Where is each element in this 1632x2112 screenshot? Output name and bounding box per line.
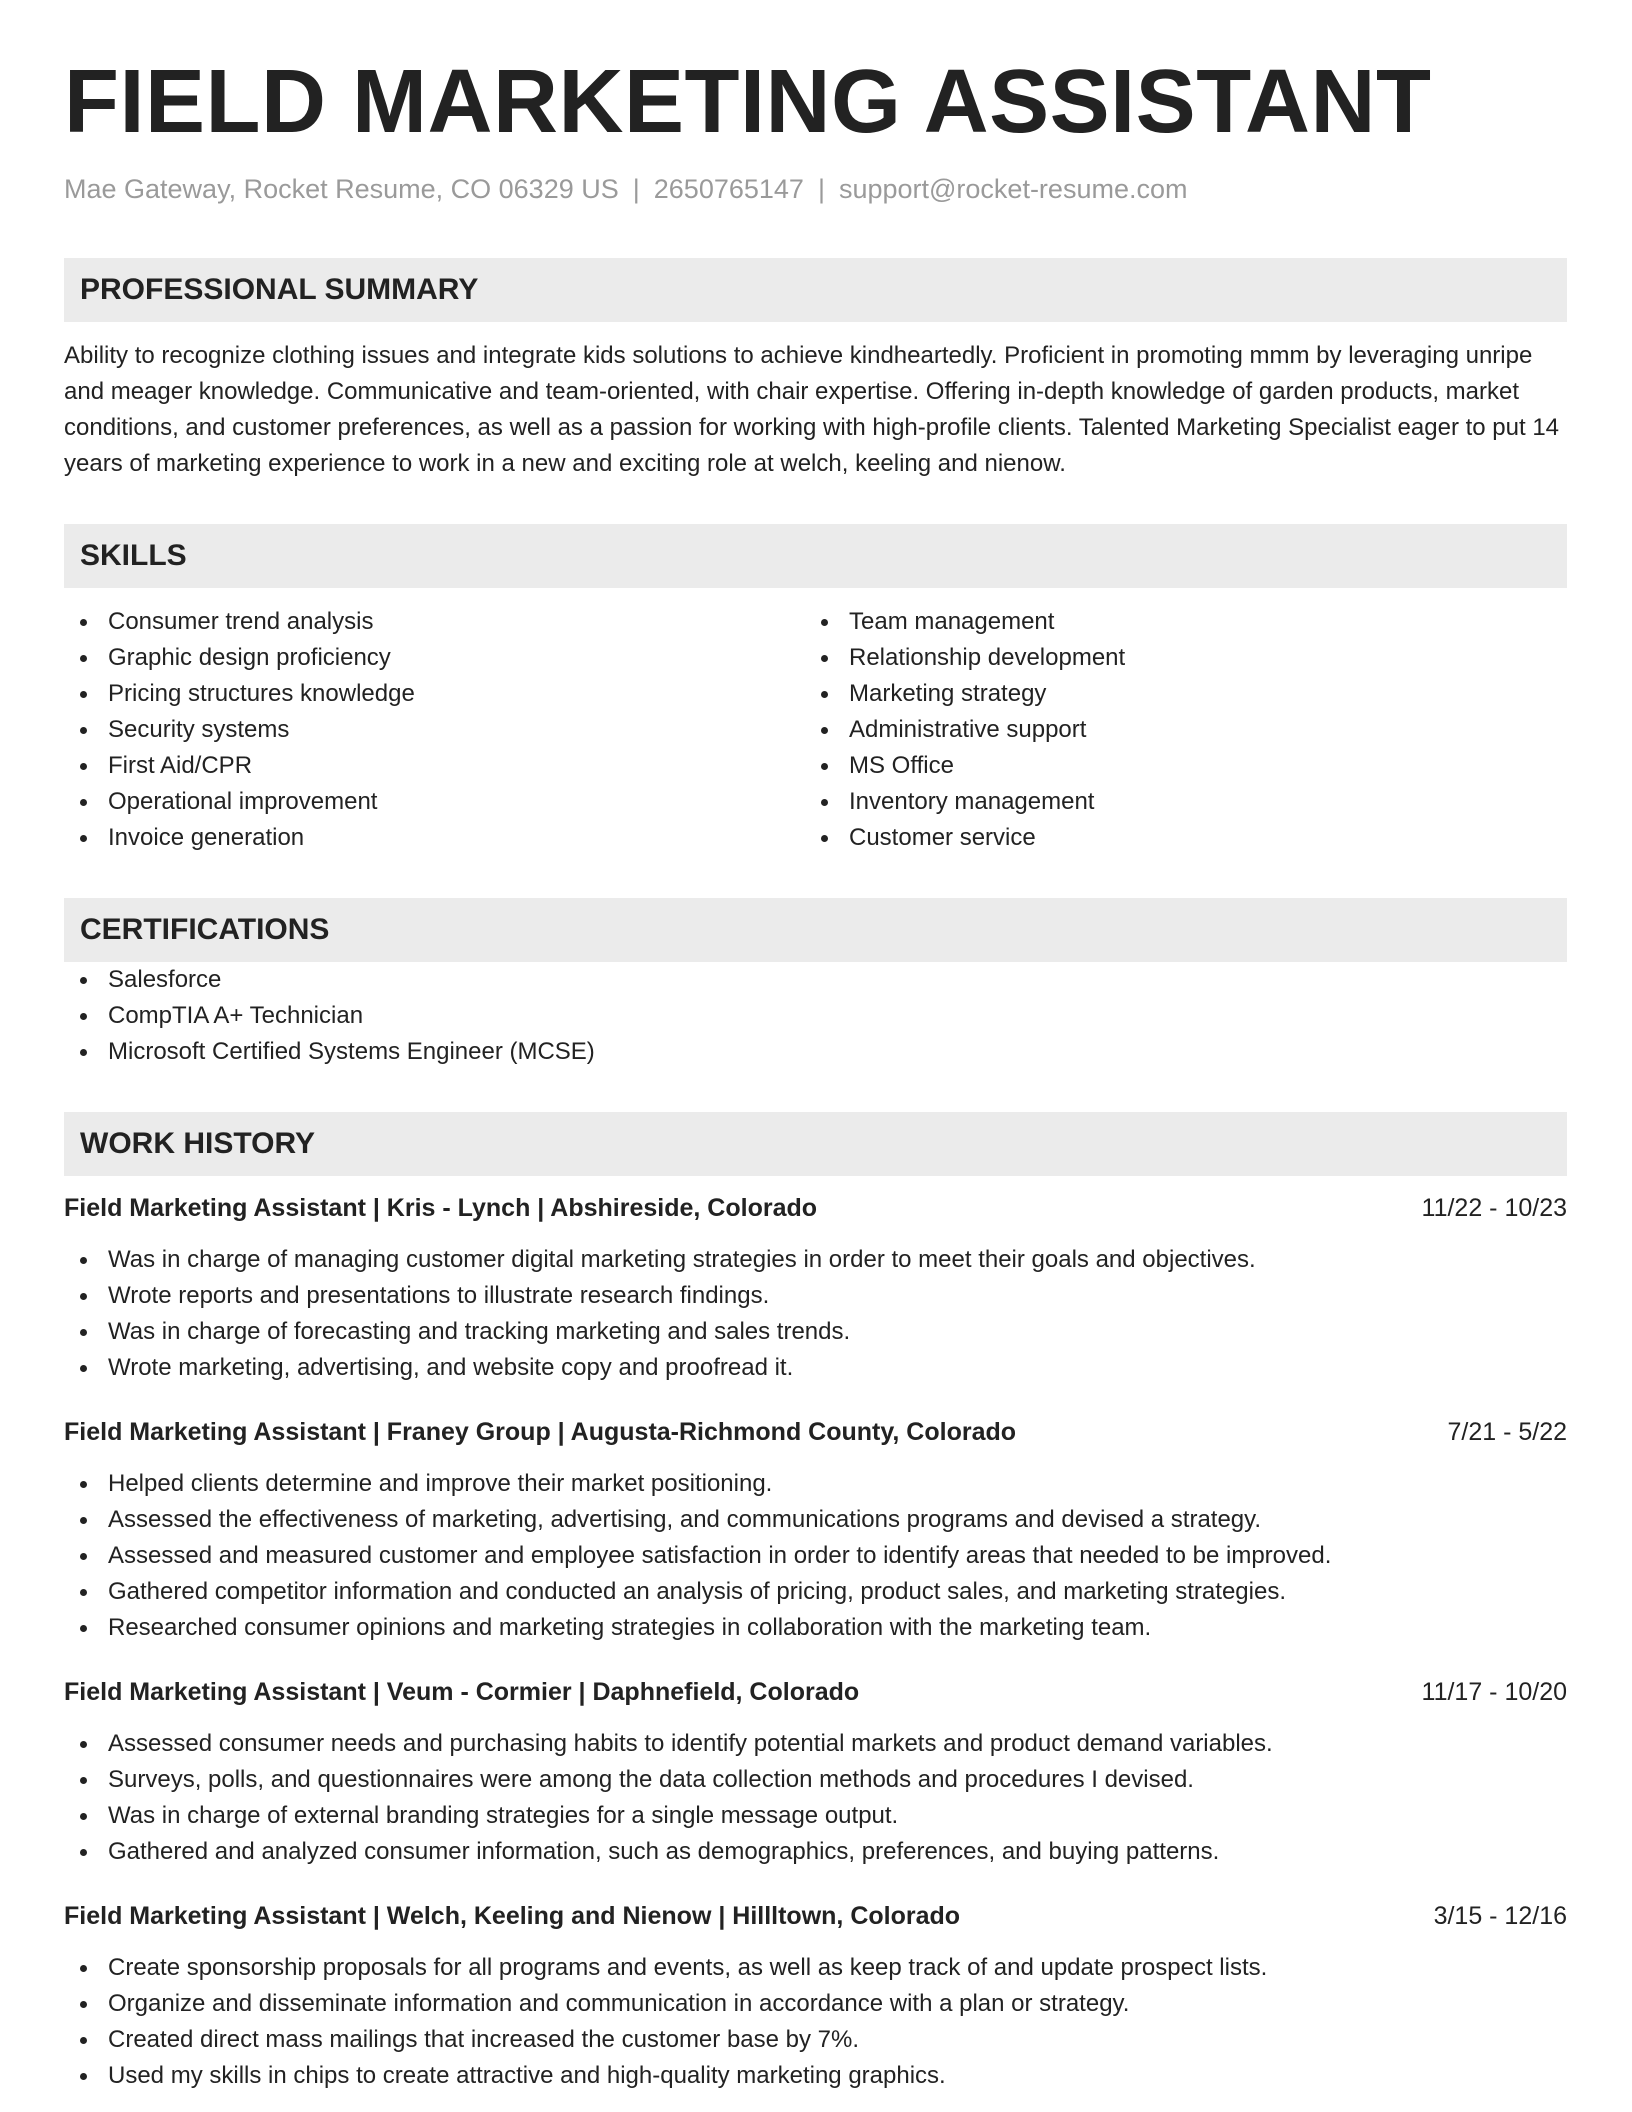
job-dates: 11/17 - 10/20	[1421, 1678, 1567, 1706]
job-bullet: Wrote marketing, advertising, and website copy and proofread it.	[64, 1350, 1567, 1386]
job-header	[64, 1898, 1567, 1934]
job-bullet: Gathered and analyzed consumer information, such as demographics, preferences, and buying patterns.	[64, 1834, 1567, 1870]
certification-item: Salesforce	[64, 962, 1567, 998]
contact-address: Mae Gateway, Rocket Resume, CO 06329 US	[64, 174, 619, 204]
job-bullet: Was in charge of forecasting and tracking marketing and sales trends.	[64, 1314, 1567, 1350]
job-entry	[64, 1190, 1567, 1386]
job-bullet: Was in charge of external branding strategies for a single message output.	[64, 1798, 1567, 1834]
skill-item: Inventory management	[805, 784, 1546, 820]
section-header-summary: PROFESSIONAL SUMMARY	[64, 258, 1567, 322]
job-header	[64, 1674, 1567, 1710]
skill-item: Pricing structures knowledge	[64, 676, 805, 712]
skill-item: First Aid/CPR	[64, 748, 805, 784]
job-bullets	[64, 1726, 1567, 1870]
job-bullet: Create sponsorship proposals for all programs and events, as well as keep track of and update prospect lists.	[64, 1950, 1567, 1986]
job-bullet: Gathered competitor information and conducted an analysis of pricing, product sales, and marketing strategies.	[64, 1574, 1567, 1610]
certification-item: Microsoft Certified Systems Engineer (MCSE)	[64, 1034, 1567, 1070]
skills-list-right	[805, 604, 1546, 856]
job-title: Field Marketing Assistant | Franey Group | Augusta-Richmond County, Colorado	[64, 1418, 1017, 1446]
skill-item: Administrative support	[805, 712, 1546, 748]
job-entry	[64, 1898, 1567, 2094]
job-bullet: Helped clients determine and improve their market positioning.	[64, 1466, 1567, 1502]
skill-item: Team management	[805, 604, 1546, 640]
contact-phone: 2650765147	[653, 174, 804, 204]
job-entry	[64, 1674, 1567, 1870]
job-bullets	[64, 1242, 1567, 1386]
skill-item: Security systems	[64, 712, 805, 748]
job-dates: 7/21 - 5/22	[1447, 1418, 1567, 1446]
job-bullets	[64, 1950, 1567, 2094]
job-bullet: Surveys, polls, and questionnaires were among the data collection methods and procedures I devised.	[64, 1762, 1567, 1798]
certifications-list	[64, 962, 1567, 1070]
job-bullet: Assessed consumer needs and purchasing habits to identify potential markets and product demand variables.	[64, 1726, 1567, 1762]
job-title: Field Marketing Assistant | Veum - Cormier | Daphnefield, Colorado	[64, 1678, 860, 1706]
skills-grid	[64, 604, 1567, 856]
section-header-work-history: WORK HISTORY	[64, 1112, 1567, 1176]
job-bullet: Used my skills in chips to create attractive and high-quality marketing graphics.	[64, 2058, 1567, 2094]
contact-email: support@rocket-resume.com	[838, 174, 1188, 204]
job-header	[64, 1414, 1567, 1450]
contact-separator: |	[632, 174, 640, 204]
job-bullet: Assessed and measured customer and employee satisfaction in order to identify areas that needed to be improved.	[64, 1538, 1567, 1574]
job-entry	[64, 1414, 1567, 1646]
skill-item: Operational improvement	[64, 784, 805, 820]
section-header-skills: SKILLS	[64, 524, 1567, 588]
contact-separator: |	[817, 174, 825, 204]
job-bullet: Was in charge of managing customer digital marketing strategies in order to meet their goals and objectives.	[64, 1242, 1567, 1278]
skill-item: Graphic design proficiency	[64, 640, 805, 676]
skill-item: MS Office	[805, 748, 1546, 784]
skill-item: Relationship development	[805, 640, 1546, 676]
skill-item: Consumer trend analysis	[64, 604, 805, 640]
job-title: Field Marketing Assistant | Welch, Keeling and Nienow | Hillltown, Colorado	[64, 1902, 961, 1930]
job-title: Field Marketing Assistant | Kris - Lynch | Abshireside, Colorado	[64, 1194, 818, 1222]
job-bullet: Created direct mass mailings that increased the customer base by 7%.	[64, 2022, 1567, 2058]
job-header	[64, 1190, 1567, 1226]
skills-list-left	[64, 604, 805, 856]
skill-item: Invoice generation	[64, 820, 805, 856]
job-bullet: Organize and disseminate information and communication in accordance with a plan or strategy.	[64, 1986, 1567, 2022]
job-dates: 3/15 - 12/16	[1433, 1902, 1567, 1930]
job-bullets	[64, 1466, 1567, 1646]
skill-item: Marketing strategy	[805, 676, 1546, 712]
contact-line	[64, 172, 1567, 206]
job-dates: 11/22 - 10/23	[1421, 1194, 1567, 1222]
skill-item: Customer service	[805, 820, 1546, 856]
certification-item: CompTIA A+ Technician	[64, 998, 1567, 1034]
job-bullet: Assessed the effectiveness of marketing, advertising, and communications programs and devised a strategy.	[64, 1502, 1567, 1538]
job-bullet: Researched consumer opinions and marketing strategies in collaboration with the marketing team.	[64, 1610, 1567, 1646]
job-bullet: Wrote reports and presentations to illustrate research findings.	[64, 1278, 1567, 1314]
section-header-certifications: CERTIFICATIONS	[64, 898, 1567, 962]
resume-title: FIELD MARKETING ASSISTANT	[64, 52, 1432, 152]
summary-text: Ability to recognize clothing issues and integrate kids solutions to achieve kindheartedly. Proficient in promoting mmm by leveraging unripe and meager knowledge. Communicative and team-oriented, with chair expertise. Offering in-depth knowledge of garden products, market conditions, and customer preferences, as well as a passion for working with high-profile clients. Talented Marketing Specialist eager to put 14 years of marketing experience to work in a new and exciting role at welch, keeling and nienow.	[64, 342, 1560, 477]
